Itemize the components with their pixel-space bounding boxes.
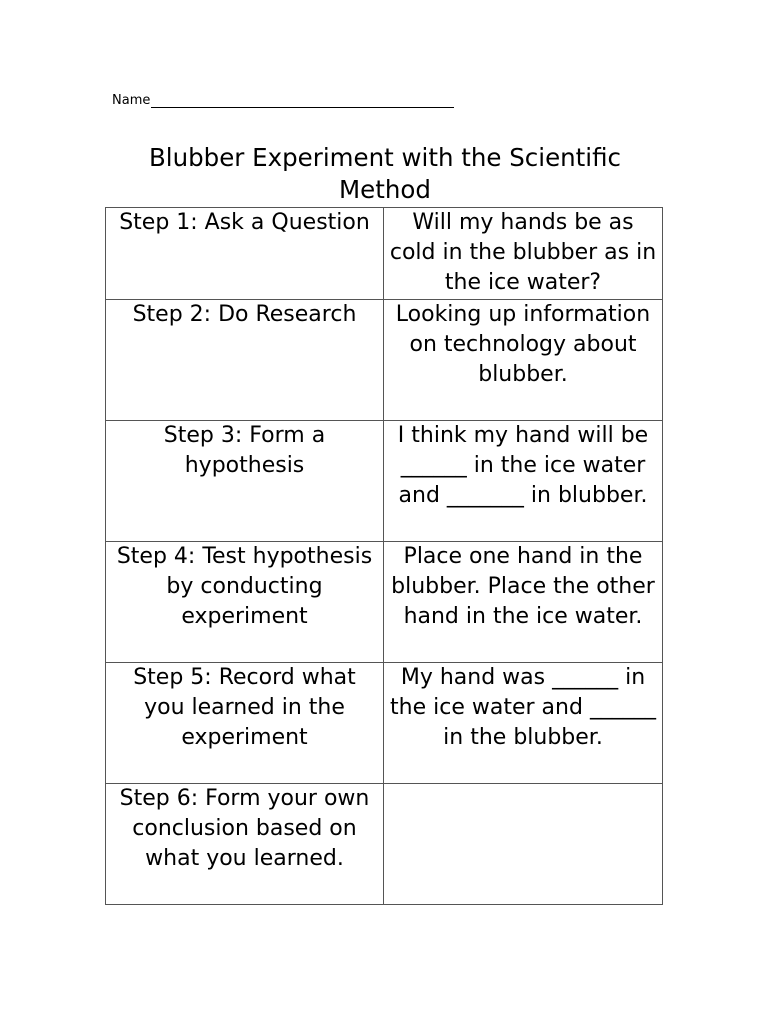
name-label: Name (112, 93, 151, 108)
description-cell: Place one hand in the blubber. Place the other hand in the ice water. (384, 541, 663, 662)
name-field (112, 93, 454, 108)
conclusion-answer-cell[interactable] (384, 783, 663, 904)
description-cell: I think my hand will be ______ in the ice water and _______ in blubber. (384, 420, 663, 541)
name-underline[interactable] (151, 93, 454, 108)
description-cell: Will my hands be as cold in the blubber as in the ice water? (384, 208, 663, 300)
step-cell: Step 6: Form your own conclusion based on what you learned. (106, 783, 384, 904)
step-cell: Step 2: Do Research (106, 299, 384, 420)
page-title: Blubber Experiment with the Scientific Method (148, 143, 622, 204)
table-row (106, 420, 663, 541)
table-row (106, 541, 663, 662)
table-row (106, 783, 663, 904)
step-cell: Step 1: Ask a Question (106, 208, 384, 300)
step-cell: Step 5: Record what you learned in the experiment (106, 662, 384, 783)
table-row (106, 662, 663, 783)
table-row (106, 299, 663, 420)
description-cell: My hand was ______ in the ice water and ______ in the blubber. (384, 662, 663, 783)
scientific-method-table (105, 207, 663, 905)
table-row (106, 208, 663, 300)
step-cell: Step 4: Test hypothesis by conducting experiment (106, 541, 384, 662)
step-cell: Step 3: Form a hypothesis (106, 420, 384, 541)
description-cell: Looking up information on technology about blubber. (384, 299, 663, 420)
